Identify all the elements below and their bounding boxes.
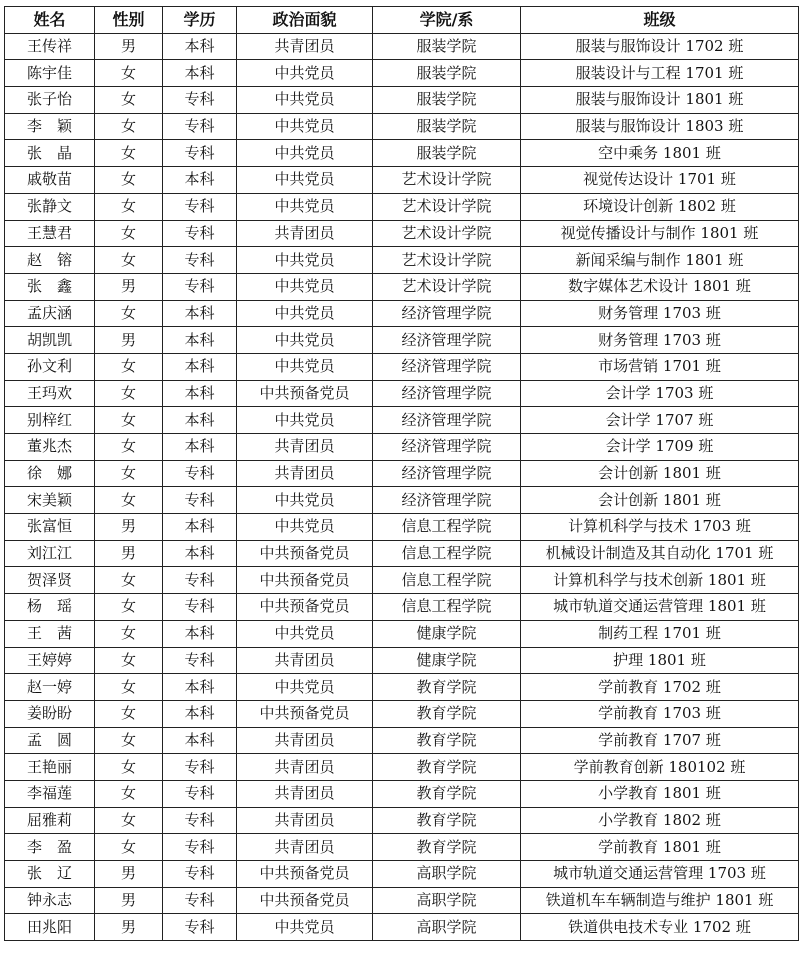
table-row [5, 247, 799, 274]
cell-political-status: 中共党员 [237, 620, 373, 647]
cell-political-status: 共青团员 [237, 780, 373, 807]
cell-gender: 男 [95, 33, 163, 60]
cell-department: 服装学院 [373, 33, 521, 60]
table-row [5, 193, 799, 220]
cell-department: 教育学院 [373, 807, 521, 834]
cell-class: 会计学 1703 班 [521, 380, 799, 407]
cell-class: 数字媒体艺术设计 1801 班 [521, 273, 799, 300]
table-row [5, 807, 799, 834]
cell-department: 服装学院 [373, 87, 521, 114]
cell-gender: 女 [95, 353, 163, 380]
cell-political-status: 共青团员 [237, 754, 373, 781]
cell-education: 专科 [163, 220, 237, 247]
cell-gender: 女 [95, 140, 163, 167]
cell-gender: 女 [95, 754, 163, 781]
cell-political-status: 中共党员 [237, 113, 373, 140]
cell-education: 本科 [163, 700, 237, 727]
cell-gender: 男 [95, 514, 163, 541]
cell-education: 专科 [163, 647, 237, 674]
cell-name: 王传祥 [5, 33, 95, 60]
cell-name: 姜盼盼 [5, 700, 95, 727]
cell-name: 李 颖 [5, 113, 95, 140]
cell-political-status: 中共预备党员 [237, 861, 373, 888]
table-row [5, 727, 799, 754]
cell-department: 艺术设计学院 [373, 220, 521, 247]
cell-name: 孙文利 [5, 353, 95, 380]
cell-department: 信息工程学院 [373, 594, 521, 621]
cell-department: 经济管理学院 [373, 487, 521, 514]
cell-department: 经济管理学院 [373, 380, 521, 407]
cell-education: 专科 [163, 140, 237, 167]
cell-department: 经济管理学院 [373, 353, 521, 380]
cell-education: 本科 [163, 353, 237, 380]
cell-class: 铁道机车车辆制造与维护 1801 班 [521, 887, 799, 914]
cell-name: 李 盈 [5, 834, 95, 861]
cell-gender: 男 [95, 861, 163, 888]
cell-education: 专科 [163, 914, 237, 941]
cell-gender: 女 [95, 193, 163, 220]
cell-education: 专科 [163, 460, 237, 487]
table-row [5, 647, 799, 674]
cell-education: 专科 [163, 567, 237, 594]
cell-class: 视觉传播设计与制作 1801 班 [521, 220, 799, 247]
cell-education: 本科 [163, 620, 237, 647]
cell-gender: 女 [95, 647, 163, 674]
cell-political-status: 共青团员 [237, 647, 373, 674]
cell-name: 孟庆涵 [5, 300, 95, 327]
cell-class: 服装与服饰设计 1801 班 [521, 87, 799, 114]
cell-education: 本科 [163, 167, 237, 194]
cell-education: 专科 [163, 861, 237, 888]
cell-education: 本科 [163, 727, 237, 754]
cell-political-status: 中共党员 [237, 193, 373, 220]
cell-gender: 女 [95, 407, 163, 434]
cell-name: 徐 娜 [5, 460, 95, 487]
cell-name: 张 辽 [5, 861, 95, 888]
table-row [5, 460, 799, 487]
table-row [5, 754, 799, 781]
cell-political-status: 中共党员 [237, 167, 373, 194]
cell-education: 专科 [163, 807, 237, 834]
cell-political-status: 共青团员 [237, 434, 373, 461]
cell-class: 学前教育 1801 班 [521, 834, 799, 861]
cell-gender: 女 [95, 594, 163, 621]
cell-department: 健康学院 [373, 620, 521, 647]
cell-class: 学前教育 1702 班 [521, 674, 799, 701]
cell-class: 财务管理 1703 班 [521, 327, 799, 354]
cell-gender: 女 [95, 113, 163, 140]
cell-political-status: 中共党员 [237, 674, 373, 701]
cell-name: 张 鑫 [5, 273, 95, 300]
table-row [5, 380, 799, 407]
cell-political-status: 中共预备党员 [237, 887, 373, 914]
cell-political-status: 共青团员 [237, 460, 373, 487]
cell-class: 服装设计与工程 1701 班 [521, 60, 799, 87]
cell-department: 信息工程学院 [373, 567, 521, 594]
cell-gender: 女 [95, 300, 163, 327]
cell-political-status: 中共党员 [237, 914, 373, 941]
table-row [5, 273, 799, 300]
cell-political-status: 中共预备党员 [237, 594, 373, 621]
cell-gender: 女 [95, 834, 163, 861]
cell-education: 专科 [163, 834, 237, 861]
cell-class: 会计学 1709 班 [521, 434, 799, 461]
cell-name: 戚敬苗 [5, 167, 95, 194]
cell-education: 本科 [163, 33, 237, 60]
cell-political-status: 共青团员 [237, 33, 373, 60]
table-row [5, 33, 799, 60]
cell-class: 小学教育 1801 班 [521, 780, 799, 807]
header-class: 班级 [521, 7, 799, 34]
cell-name: 王艳丽 [5, 754, 95, 781]
header-department: 学院/系 [373, 7, 521, 34]
cell-department: 艺术设计学院 [373, 167, 521, 194]
cell-political-status: 共青团员 [237, 727, 373, 754]
cell-department: 教育学院 [373, 727, 521, 754]
cell-gender: 女 [95, 807, 163, 834]
cell-education: 本科 [163, 434, 237, 461]
cell-education: 专科 [163, 273, 237, 300]
cell-gender: 女 [95, 620, 163, 647]
cell-class: 市场营销 1701 班 [521, 353, 799, 380]
cell-name: 屈雅莉 [5, 807, 95, 834]
table-row [5, 60, 799, 87]
cell-class: 学前教育创新 180102 班 [521, 754, 799, 781]
cell-gender: 男 [95, 327, 163, 354]
cell-class: 制药工程 1701 班 [521, 620, 799, 647]
cell-department: 教育学院 [373, 754, 521, 781]
cell-name: 王婷婷 [5, 647, 95, 674]
cell-class: 计算机科学与技术 1703 班 [521, 514, 799, 541]
table-row [5, 674, 799, 701]
cell-political-status: 中共党员 [237, 353, 373, 380]
cell-department: 高职学院 [373, 887, 521, 914]
cell-department: 艺术设计学院 [373, 247, 521, 274]
cell-name: 孟 圆 [5, 727, 95, 754]
cell-name: 张富恒 [5, 514, 95, 541]
cell-political-status: 共青团员 [237, 834, 373, 861]
cell-gender: 男 [95, 273, 163, 300]
cell-class: 会计创新 1801 班 [521, 487, 799, 514]
cell-name: 贺泽贤 [5, 567, 95, 594]
table-row [5, 220, 799, 247]
cell-education: 本科 [163, 300, 237, 327]
cell-gender: 女 [95, 700, 163, 727]
table-row [5, 861, 799, 888]
cell-department: 艺术设计学院 [373, 193, 521, 220]
cell-gender: 女 [95, 727, 163, 754]
cell-name: 钟永志 [5, 887, 95, 914]
table-row [5, 140, 799, 167]
cell-department: 高职学院 [373, 861, 521, 888]
cell-name: 刘江江 [5, 540, 95, 567]
cell-gender: 女 [95, 460, 163, 487]
cell-education: 本科 [163, 380, 237, 407]
cell-class: 学前教育 1707 班 [521, 727, 799, 754]
cell-class: 服装与服饰设计 1702 班 [521, 33, 799, 60]
cell-department: 高职学院 [373, 914, 521, 941]
cell-gender: 女 [95, 567, 163, 594]
table-row [5, 487, 799, 514]
cell-political-status: 共青团员 [237, 220, 373, 247]
cell-name: 张静文 [5, 193, 95, 220]
cell-class: 环境设计创新 1802 班 [521, 193, 799, 220]
table-row [5, 594, 799, 621]
cell-gender: 女 [95, 434, 163, 461]
table-row [5, 300, 799, 327]
cell-department: 经济管理学院 [373, 460, 521, 487]
cell-class: 服装与服饰设计 1803 班 [521, 113, 799, 140]
cell-name: 宋美颖 [5, 487, 95, 514]
cell-education: 专科 [163, 247, 237, 274]
cell-department: 教育学院 [373, 780, 521, 807]
cell-gender: 女 [95, 60, 163, 87]
cell-department: 健康学院 [373, 647, 521, 674]
table-row [5, 514, 799, 541]
cell-class: 城市轨道交通运营管理 1801 班 [521, 594, 799, 621]
header-name: 姓名 [5, 7, 95, 34]
cell-class: 机械设计制造及其自动化 1701 班 [521, 540, 799, 567]
cell-gender: 女 [95, 247, 163, 274]
cell-education: 专科 [163, 113, 237, 140]
cell-political-status: 共青团员 [237, 807, 373, 834]
cell-gender: 女 [95, 87, 163, 114]
cell-political-status: 中共预备党员 [237, 380, 373, 407]
cell-class: 视觉传达设计 1701 班 [521, 167, 799, 194]
cell-education: 本科 [163, 540, 237, 567]
cell-political-status: 中共党员 [237, 514, 373, 541]
cell-department: 经济管理学院 [373, 300, 521, 327]
cell-class: 护理 1801 班 [521, 647, 799, 674]
cell-department: 经济管理学院 [373, 407, 521, 434]
cell-gender: 男 [95, 914, 163, 941]
cell-department: 信息工程学院 [373, 514, 521, 541]
cell-education: 专科 [163, 887, 237, 914]
cell-education: 本科 [163, 327, 237, 354]
cell-political-status: 中共党员 [237, 487, 373, 514]
cell-political-status: 中共预备党员 [237, 567, 373, 594]
table-row [5, 620, 799, 647]
table-row [5, 540, 799, 567]
cell-department: 艺术设计学院 [373, 273, 521, 300]
cell-political-status: 中共党员 [237, 247, 373, 274]
cell-political-status: 中共党员 [237, 407, 373, 434]
cell-department: 服装学院 [373, 113, 521, 140]
cell-name: 张 晶 [5, 140, 95, 167]
cell-name: 赵一婷 [5, 674, 95, 701]
header-gender: 性别 [95, 7, 163, 34]
table-row [5, 567, 799, 594]
cell-political-status: 中共党员 [237, 87, 373, 114]
table-row [5, 113, 799, 140]
cell-department: 教育学院 [373, 700, 521, 727]
cell-department: 经济管理学院 [373, 327, 521, 354]
cell-name: 胡凯凯 [5, 327, 95, 354]
table-row [5, 914, 799, 941]
cell-education: 专科 [163, 754, 237, 781]
cell-gender: 女 [95, 487, 163, 514]
cell-department: 经济管理学院 [373, 434, 521, 461]
table-row [5, 780, 799, 807]
cell-name: 李福莲 [5, 780, 95, 807]
cell-name: 别梓红 [5, 407, 95, 434]
cell-political-status: 中共预备党员 [237, 540, 373, 567]
cell-department: 服装学院 [373, 140, 521, 167]
cell-education: 本科 [163, 60, 237, 87]
cell-class: 计算机科学与技术创新 1801 班 [521, 567, 799, 594]
cell-gender: 女 [95, 167, 163, 194]
cell-political-status: 中共党员 [237, 327, 373, 354]
cell-gender: 女 [95, 780, 163, 807]
cell-gender: 女 [95, 674, 163, 701]
cell-education: 本科 [163, 674, 237, 701]
cell-class: 小学教育 1802 班 [521, 807, 799, 834]
table-row [5, 407, 799, 434]
cell-department: 服装学院 [373, 60, 521, 87]
cell-name: 张子怡 [5, 87, 95, 114]
cell-class: 财务管理 1703 班 [521, 300, 799, 327]
cell-department: 信息工程学院 [373, 540, 521, 567]
cell-class: 学前教育 1703 班 [521, 700, 799, 727]
cell-name: 王慧君 [5, 220, 95, 247]
table-header-row [5, 7, 799, 34]
student-table [4, 6, 799, 941]
cell-education: 专科 [163, 87, 237, 114]
cell-name: 田兆阳 [5, 914, 95, 941]
cell-education: 专科 [163, 193, 237, 220]
cell-education: 专科 [163, 487, 237, 514]
cell-education: 本科 [163, 407, 237, 434]
cell-gender: 女 [95, 380, 163, 407]
cell-class: 铁道供电技术专业 1702 班 [521, 914, 799, 941]
cell-education: 本科 [163, 514, 237, 541]
header-political-status: 政治面貌 [237, 7, 373, 34]
cell-class: 新闻采编与制作 1801 班 [521, 247, 799, 274]
table-row [5, 834, 799, 861]
table-row [5, 700, 799, 727]
cell-education: 专科 [163, 594, 237, 621]
cell-education: 专科 [163, 780, 237, 807]
table-row [5, 327, 799, 354]
cell-political-status: 中共党员 [237, 60, 373, 87]
cell-department: 教育学院 [373, 674, 521, 701]
cell-political-status: 中共党员 [237, 300, 373, 327]
table-row [5, 353, 799, 380]
cell-department: 教育学院 [373, 834, 521, 861]
cell-class: 会计创新 1801 班 [521, 460, 799, 487]
cell-class: 会计学 1707 班 [521, 407, 799, 434]
cell-class: 城市轨道交通运营管理 1703 班 [521, 861, 799, 888]
cell-name: 赵 镕 [5, 247, 95, 274]
cell-gender: 男 [95, 887, 163, 914]
cell-gender: 男 [95, 540, 163, 567]
cell-name: 董兆杰 [5, 434, 95, 461]
cell-political-status: 中共预备党员 [237, 700, 373, 727]
cell-name: 陈宇佳 [5, 60, 95, 87]
cell-political-status: 中共党员 [237, 273, 373, 300]
cell-name: 杨 瑶 [5, 594, 95, 621]
cell-name: 王 茜 [5, 620, 95, 647]
table-body [5, 33, 799, 940]
table-row [5, 167, 799, 194]
table-row [5, 887, 799, 914]
cell-name: 王玛欢 [5, 380, 95, 407]
cell-political-status: 中共党员 [237, 140, 373, 167]
cell-class: 空中乘务 1801 班 [521, 140, 799, 167]
cell-gender: 女 [95, 220, 163, 247]
header-education: 学历 [163, 7, 237, 34]
table-row [5, 434, 799, 461]
table-row [5, 87, 799, 114]
